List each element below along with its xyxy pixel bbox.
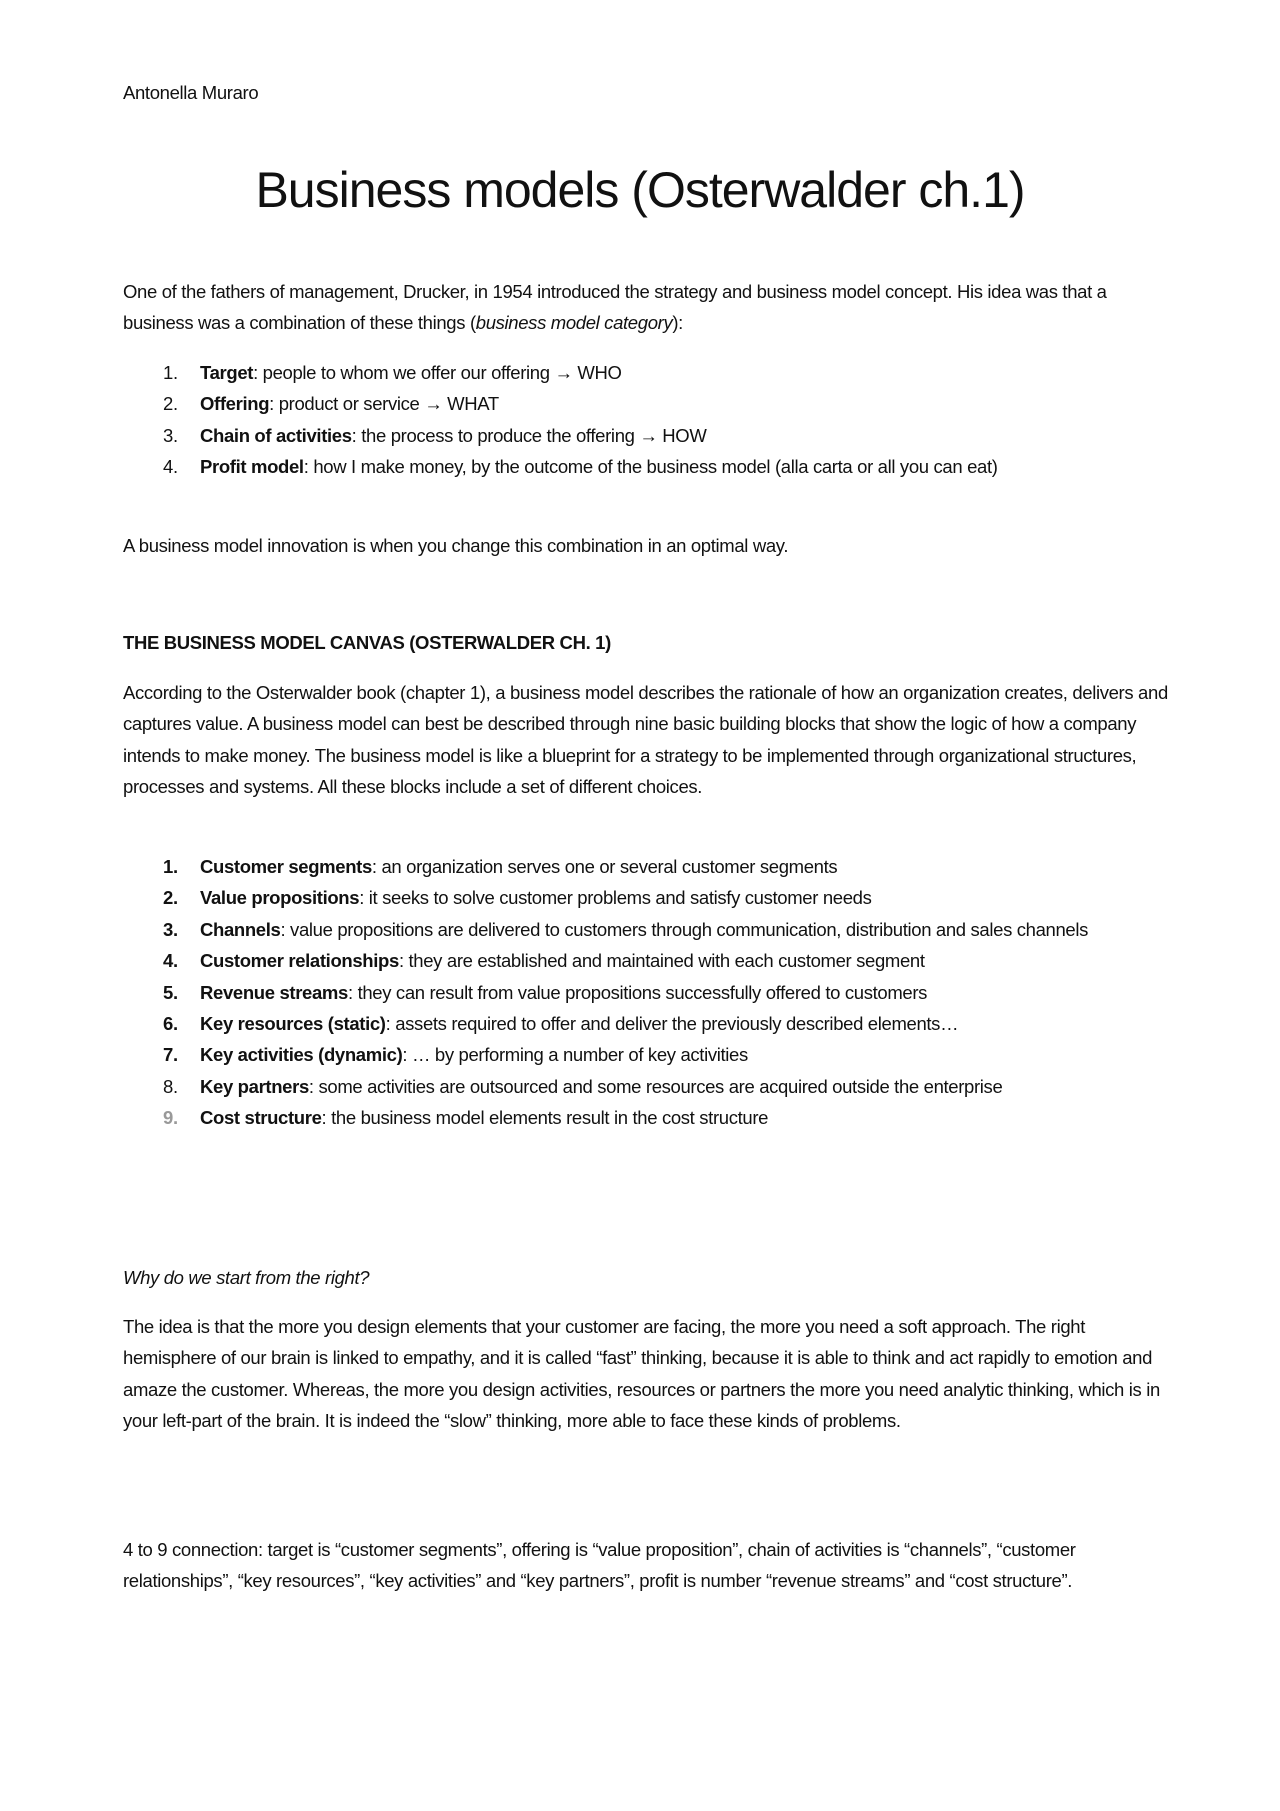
list-item — [123, 1102, 1168, 1133]
list-item — [123, 357, 1168, 388]
list-number: 2. — [163, 393, 178, 415]
list-desc: : people to whom we offer our offering → WHO — [253, 362, 622, 383]
list-number: 9. — [163, 1107, 178, 1129]
list-term: Channels — [200, 918, 281, 940]
list-desc: : an organization serves one or several customer segments — [371, 856, 838, 877]
innovation-paragraph: A business model innovation is when you change this combination in an optimal way. — [123, 535, 789, 556]
list-item — [123, 945, 1168, 976]
list-desc: : the process to produce the offering → HOW — [351, 424, 707, 446]
list-desc: : they can result from value propositions successfully offered to customers — [347, 981, 928, 1003]
list-desc: : … by performing a number of key activities — [402, 1044, 748, 1066]
list-term: Customer relationships — [200, 950, 399, 972]
list-desc: : they are established and maintained with each customer segment — [398, 950, 925, 972]
canvas-list — [123, 851, 1168, 1134]
list-item — [123, 451, 1168, 482]
list-number: 1. — [163, 362, 178, 383]
list-item — [123, 851, 1168, 882]
list-number: 1. — [163, 856, 178, 877]
list-number: 6. — [163, 1013, 178, 1035]
list-desc: : some activities are outsourced and some resources are acquired outside the enterprise — [308, 1075, 1003, 1097]
list-term: Key activities (dynamic) — [200, 1044, 403, 1066]
list-item — [123, 420, 1168, 451]
canvas-paragraph: According to the Osterwalder book (chapter 1), a business model describes the rationale of how an organization creates, delivers and captures value. A business model can best be described through nine basic building blocks that show the logic of how a company intends to make money. The business model is like a blueprint for a strategy to be implemented through organizational structures, processes and systems. All these blocks include a set of different choices. — [123, 682, 1168, 798]
list-desc: : product or service → WHAT — [269, 393, 499, 415]
list-number: 3. — [163, 424, 178, 446]
why-paragraph: The idea is that the more you design elements that your customer are facing, the more you need a soft approach. The right hemisphere of our brain is linked to empathy, and it is called “fast” thinking, because it is able to think and act rapidly to emotion and amaze the customer. Whereas, the more you design activities, resources or partners the more you need analytic thinking, which is in your left-part of the brain. It is indeed the “slow” thinking, more able to face these kinds of problems. — [123, 1316, 1160, 1432]
list-term: Offering — [200, 393, 270, 415]
list-desc: : assets required to offer and deliver the previously described elements… — [385, 1013, 959, 1035]
why-question: Why do we start from the right? — [123, 1267, 370, 1288]
list-item — [123, 1071, 1168, 1102]
list-term: Revenue streams — [200, 981, 348, 1003]
list-term: Profit model — [200, 456, 304, 478]
list-number: 4. — [163, 456, 178, 478]
list-term: Customer segments — [200, 856, 372, 877]
list-term: Value propositions — [200, 887, 360, 909]
list-item — [123, 388, 1168, 419]
list-item — [123, 882, 1168, 913]
list-term: Cost structure — [200, 1107, 322, 1129]
list-item — [123, 1008, 1168, 1039]
list-desc: : how I make money, by the outcome of the business model (alla carta or all you can eat) — [303, 456, 998, 478]
list-term: Target — [200, 362, 254, 383]
list-number: 4. — [163, 950, 178, 972]
list-item — [123, 977, 1168, 1008]
author-name: Antonella Muraro — [123, 82, 259, 103]
list-desc: : the business model elements result in the cost structure — [321, 1107, 769, 1129]
list-number: 7. — [163, 1044, 178, 1066]
list-term: Chain of activities — [200, 424, 352, 446]
list-term: Key partners — [200, 1075, 309, 1097]
list-number: 8. — [163, 1075, 178, 1097]
canvas-heading: THE BUSINESS MODEL CANVAS (OSTERWALDER CH. 1) — [123, 632, 611, 653]
list-term: Key resources (static) — [200, 1013, 386, 1035]
list-item — [123, 914, 1168, 945]
list-item — [123, 1039, 1168, 1070]
list-desc: : value propositions are delivered to customers through communication, distribution and sales channels — [280, 918, 1089, 940]
list-desc: : it seeks to solve customer problems and satisfy customer needs — [359, 887, 872, 909]
connection-paragraph: 4 to 9 connection: target is “customer segments”, offering is “value proposition”, chain of activities is “channels”, “customer relationships”, “key resources”, “key activities” and “key partners”, profit is number “revenue streams” and “cost structure”. — [123, 1539, 1076, 1592]
list-number: 5. — [163, 981, 178, 1003]
list-number: 3. — [163, 918, 178, 940]
intro-paragraph: One of the fathers of management, Drucker, in 1954 introduced the strategy and business model concept. His idea was that a business was a combination of these things (business model category): — [123, 281, 1107, 334]
list-number: 2. — [163, 887, 178, 909]
drucker-list — [123, 357, 1168, 483]
page-title: Business models (Osterwalder ch.1) — [255, 162, 1025, 218]
